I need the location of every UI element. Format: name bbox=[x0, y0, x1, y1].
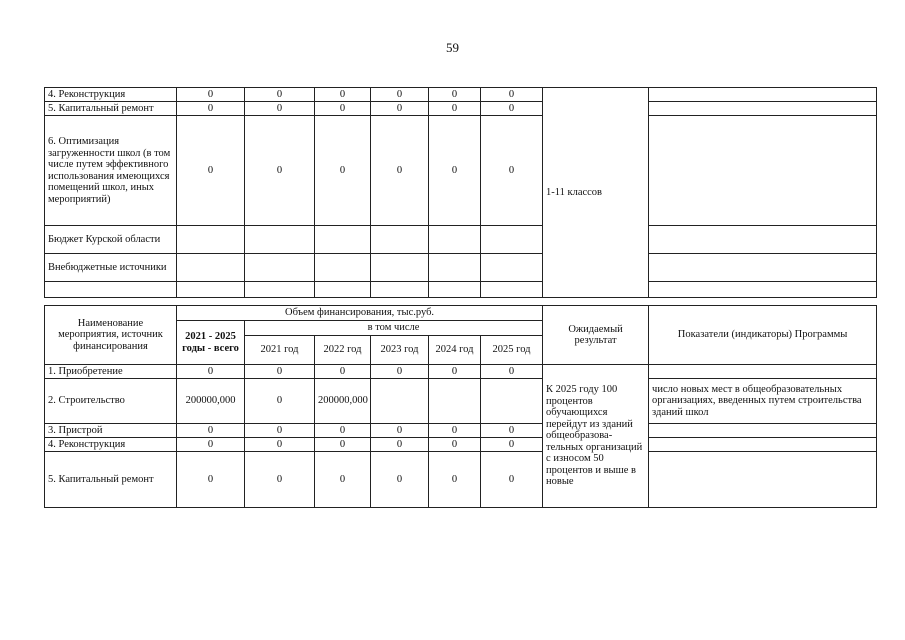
value-cell: 0 bbox=[371, 424, 429, 438]
table-row bbox=[45, 438, 877, 452]
value-cell: 0 bbox=[315, 88, 371, 102]
value-cell bbox=[429, 379, 481, 424]
page-number: 59 bbox=[446, 40, 459, 55]
value-cell bbox=[315, 254, 371, 282]
empty-cell bbox=[481, 282, 543, 298]
row-label: 4. Реконструкция bbox=[45, 88, 177, 102]
expected-result-cell: 1-11 классов bbox=[543, 88, 649, 298]
table-row bbox=[45, 452, 877, 508]
value-cell: 0 bbox=[177, 452, 245, 508]
value-cell: 0 bbox=[315, 438, 371, 452]
header-year: 2024 год bbox=[429, 336, 481, 365]
empty-cell bbox=[371, 282, 429, 298]
header-indicators: Показатели (индикаторы) Программы bbox=[649, 306, 877, 365]
value-cell: 0 bbox=[245, 365, 315, 379]
value-cell: 0 bbox=[481, 365, 543, 379]
value-cell: 0 bbox=[429, 365, 481, 379]
value-cell: 0 bbox=[429, 88, 481, 102]
value-cell: 0 bbox=[481, 116, 543, 226]
value-cell: 0 bbox=[429, 452, 481, 508]
value-cell bbox=[429, 226, 481, 254]
value-cell: 0 bbox=[245, 438, 315, 452]
value-cell: 0 bbox=[245, 88, 315, 102]
value-cell: 200000,000 bbox=[177, 379, 245, 424]
value-cell: 0 bbox=[177, 365, 245, 379]
value-cell bbox=[481, 379, 543, 424]
empty-cell bbox=[315, 282, 371, 298]
value-cell bbox=[371, 254, 429, 282]
value-cell: 0 bbox=[177, 438, 245, 452]
indicator-cell bbox=[649, 438, 877, 452]
value-cell: 0 bbox=[371, 102, 429, 116]
row-label: 5. Капитальный ремонт bbox=[45, 102, 177, 116]
table-row bbox=[45, 102, 877, 116]
empty-cell bbox=[245, 282, 315, 298]
value-cell bbox=[177, 254, 245, 282]
table-row bbox=[45, 116, 877, 226]
lower-table bbox=[44, 305, 877, 508]
table-row bbox=[45, 365, 877, 379]
value-cell: 0 bbox=[177, 88, 245, 102]
header-year: 2023 год bbox=[371, 336, 429, 365]
header-total: 2021 - 2025 годы - всего bbox=[177, 321, 245, 365]
value-cell: 0 bbox=[315, 365, 371, 379]
value-cell bbox=[371, 379, 429, 424]
value-cell bbox=[371, 226, 429, 254]
header-row bbox=[45, 306, 877, 321]
indicator-cell bbox=[649, 102, 877, 116]
value-cell bbox=[481, 254, 543, 282]
row-label: 3. Пристрой bbox=[45, 424, 177, 438]
table-row bbox=[45, 379, 877, 424]
indicator-cell bbox=[649, 365, 877, 379]
indicator-cell bbox=[649, 424, 877, 438]
row-label: 4. Реконструкция bbox=[45, 438, 177, 452]
table-row bbox=[45, 226, 877, 254]
header-volume: Объем финансирования, тыс.руб. bbox=[177, 306, 543, 321]
empty-cell bbox=[45, 282, 177, 298]
header-name: Наименование мероприятия, источник финансирования bbox=[45, 306, 177, 365]
value-cell: 0 bbox=[481, 438, 543, 452]
header-year: 2025 год bbox=[481, 336, 543, 365]
value-cell: 0 bbox=[371, 452, 429, 508]
table-row bbox=[45, 282, 877, 298]
value-cell: 0 bbox=[371, 88, 429, 102]
indicator-cell: число новых мест в общеобразовательных организациях, введенных путем строительства зданий школ bbox=[649, 379, 877, 424]
row-label: 1. Приобретение bbox=[45, 365, 177, 379]
value-cell: 0 bbox=[315, 102, 371, 116]
indicator-cell bbox=[649, 88, 877, 102]
value-cell: 0 bbox=[481, 452, 543, 508]
value-cell: 0 bbox=[315, 424, 371, 438]
value-cell: 0 bbox=[371, 116, 429, 226]
table-row bbox=[45, 254, 877, 282]
empty-cell bbox=[429, 282, 481, 298]
table-row bbox=[45, 88, 877, 102]
header-expected-result: Ожидаемый результат bbox=[543, 306, 649, 365]
indicator-cell bbox=[649, 116, 877, 226]
row-label: Бюджет Курской области bbox=[45, 226, 177, 254]
row-label: 5. Капитальный ремонт bbox=[45, 452, 177, 508]
value-cell: 0 bbox=[481, 424, 543, 438]
value-cell bbox=[315, 226, 371, 254]
value-cell bbox=[429, 254, 481, 282]
header-including: в том числе bbox=[245, 321, 543, 336]
table-row bbox=[45, 424, 877, 438]
value-cell: 0 bbox=[481, 88, 543, 102]
value-cell: 0 bbox=[245, 452, 315, 508]
value-cell: 0 bbox=[429, 102, 481, 116]
indicator-cell bbox=[649, 254, 877, 282]
value-cell: 0 bbox=[429, 424, 481, 438]
value-cell: 0 bbox=[245, 379, 315, 424]
value-cell: 0 bbox=[429, 438, 481, 452]
value-cell: 0 bbox=[371, 438, 429, 452]
indicator-cell bbox=[649, 226, 877, 254]
value-cell: 0 bbox=[177, 102, 245, 116]
indicator-cell bbox=[649, 452, 877, 508]
value-cell: 0 bbox=[245, 116, 315, 226]
row-label: Внебюджетные источники bbox=[45, 254, 177, 282]
value-cell bbox=[177, 226, 245, 254]
value-cell bbox=[481, 226, 543, 254]
value-cell: 0 bbox=[481, 102, 543, 116]
value-cell: 0 bbox=[315, 452, 371, 508]
value-cell: 0 bbox=[245, 424, 315, 438]
value-cell: 0 bbox=[429, 116, 481, 226]
empty-cell bbox=[177, 282, 245, 298]
value-cell bbox=[245, 226, 315, 254]
header-year: 2022 год bbox=[315, 336, 371, 365]
empty-cell bbox=[649, 282, 877, 298]
value-cell: 200000,000 bbox=[315, 379, 371, 424]
value-cell: 0 bbox=[177, 116, 245, 226]
row-label: 2. Строительство bbox=[45, 379, 177, 424]
value-cell: 0 bbox=[371, 365, 429, 379]
expected-result-cell: К 2025 году 100 процентов обучающихся перейдут из зданий общеобразова-тельных организаций с износом 50 процентов и выше в новые bbox=[543, 365, 649, 508]
value-cell: 0 bbox=[177, 424, 245, 438]
value-cell: 0 bbox=[245, 102, 315, 116]
value-cell: 0 bbox=[315, 116, 371, 226]
header-year: 2021 год bbox=[245, 336, 315, 365]
value-cell bbox=[245, 254, 315, 282]
row-label: 6. Оптимизация загруженности школ (в том числе путем эффективного использования имеющихся помещений школ, иных мероприятий) bbox=[45, 116, 177, 226]
upper-table bbox=[44, 87, 877, 298]
